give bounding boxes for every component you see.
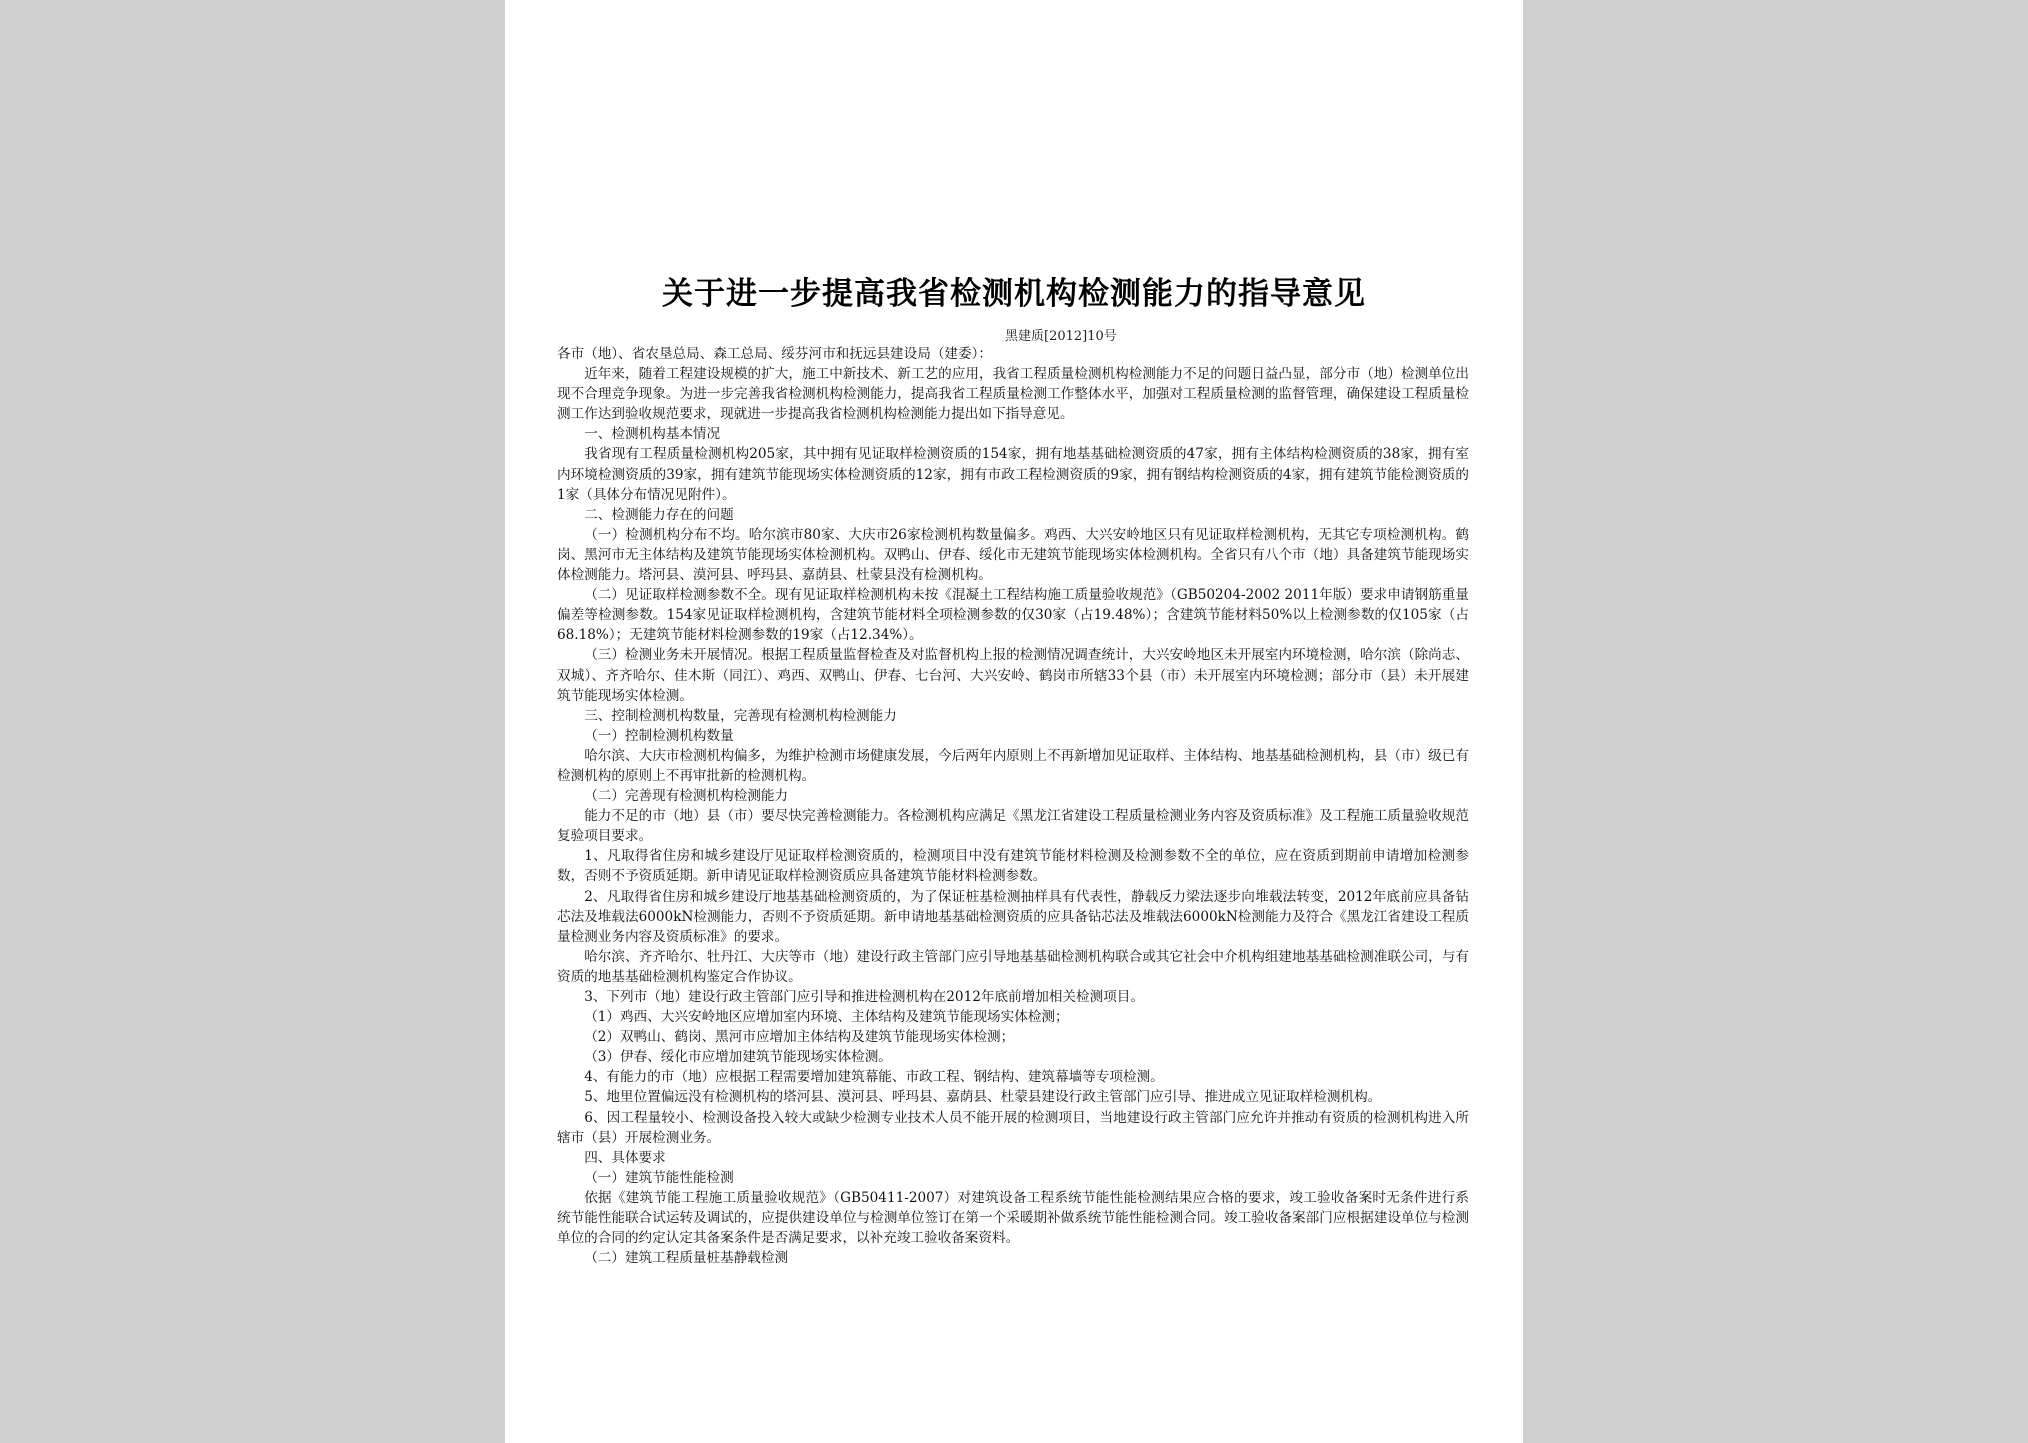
list-item: （1）鸡西、大兴安岭地区应增加室内环境、主体结构及建筑节能现场实体检测； [584,1009,1069,1026]
section-heading: 一、检测机构基本情况 [584,426,721,443]
paragraph: 依据《建筑节能工程施工质量验收规范》（GB50411-2007）对建筑设备工程系统节能性能检测结果应合格的要求，竣工验收备案时无条件进行系统节能性能联合试运转及调试的，应提供建设单位与检测单位签订在第一个采暖期补做系统节能性能检测合同。竣工验收备案部门应根据建设单位与检测单位的合同的约定认定其备案条件是否满足要求，以补充竣工验收备案资料。 [557,1189,1469,1247]
paragraph: 4、有能力的市（地）应根据工程需要增加建筑幕能、市政工程、钢结构、建筑幕墙等专项检测。 [584,1069,1164,1086]
paragraph: 能力不足的市（地）县（市）要尽快完善检测能力。各检测机构应满足《黑龙江省建设工程质量检测业务内容及资质标准》及工程施工质量验收规范复验项目要求。 [557,808,1469,845]
paragraph: （一）检测机构分布不均。哈尔滨市80家、大庆市26家检测机构数量偏多。鸡西、大兴安岭地区只有见证取样检测机构，无其它专项检测机构。鹤岗、黑河市无主体结构及建筑节能现场实体检测机构。双鸭山、伊春、绥化市无建筑节能现场实体检测机构。全省只有八个市（地）具备建筑节能现场实体检测能力。塔河县、漠河县、呼玛县、嘉荫县、杜蒙县没有检测机构。 [557,526,1469,584]
document-number: 黑建质[2012]10号 [1005,329,1117,344]
list-item: （3）伊春、绥化市应增加建筑节能现场实体检测。 [584,1049,892,1066]
section-heading: 二、检测能力存在的问题 [584,506,734,523]
paragraph: （三）检测业务未开展情况。根据工程质量监督检查及对监督机构上报的检测情况调查统计，大兴安岭地区未开展室内环境检测，哈尔滨（除尚志、双城）、齐齐哈尔、佳木斯（同江）、鸡西、双鸭山、伊春、七台河、大兴安岭、鹤岗市所辖33个县（市）未开展室内环境检测；部分市（县）未开展建筑节能现场实体检测。 [557,647,1469,704]
document-title: 关于进一步提高我省检测机构检测能力的指导意见 [662,276,1366,312]
paragraph: 近年来，随着工程建设规模的扩大，施工中新技术、新工艺的应用，我省工程质量检测机构检测能力不足的问题日益凸显，部分市（地）检测单位出现不合理竞争现象。为进一步完善我省检测机构检测能力，提高我省工程质量检测工作整体水平，加强对工程质量检测的监督管理，确保建设工程质量检测工作达到验收规范要求，现就进一步提高我省检测机构检测能力提出如下指导意见。 [557,366,1469,423]
list-item: （2）双鸭山、鹤岗、黑河市应增加主体结构及建筑节能现场实体检测； [584,1029,1015,1046]
section-heading: 三、控制检测机构数量，完善现有检测机构检测能力 [584,707,897,724]
paragraph: 哈尔滨、大庆市检测机构偏多，为维护检测市场健康发展，今后两年内原则上不再新增加见证取样、主体结构、地基基础检测机构，县（市）级已有检测机构的原则上不再审批新的检测机构。 [557,747,1469,784]
paragraph: 哈尔滨、齐齐哈尔、牡丹江、大庆等市（地）建设行政主管部门应引导地基基础检测机构联合或其它社会中介机构组建地基基础检测准联公司，与有资质的地基基础检测机构鉴定合作协议。 [557,948,1469,985]
paragraph: 6、因工程量较小、检测设备投入较大或缺少检测专业技术人员不能开展的检测项目，当地建设行政主管部门应允许并推动有资质的检测机构进入所辖市（县）开展检测业务。 [557,1109,1469,1146]
paragraph: 2、凡取得省住房和城乡建设厅地基基础检测资质的，为了保证桩基检测抽样具有代表性，静载反力梁法逐步向堆载法转变，2012年底前应具备钻芯法及堆载法6000kN检测能力，否则不予资质延期。新申请地基基础检测资质的应具备钻芯法及堆载法6000kN检测能力及符合《黑龙江省建设工程质量检测业务内容及资质标准》的要求。 [557,888,1469,945]
paragraph: 5、地里位置偏远没有检测机构的塔河县、漠河县、呼玛县、嘉荫县、杜蒙县建设行政主管部门应引导、推进成立见证取样检测机构。 [584,1089,1382,1106]
subsection-heading: （二）完善现有检测机构检测能力 [584,788,789,805]
paragraph: （二）见证取样检测参数不全。现有见证取样检测机构未按《混凝土工程结构施工质量验收规范》（GB50204-2002 2011年版）要求申请钢筋重量偏差等检测参数。154家见证取样检测机构，含建筑节能材料全项检测参数的仅30家（占19.48%）；含建筑节能材料50%以上检测参数的仅105家（占68.18%）；无建筑节能材料检测参数的19家（占12.34%）。 [557,587,1469,644]
document-page [505,0,1523,1443]
section-heading: 四、具体要求 [584,1149,666,1166]
paragraph: 我省现有工程质量检测机构205家，其中拥有见证取样检测资质的154家，拥有地基基础检测资质的47家，拥有主体结构检测资质的38家，拥有室内环境检测资质的39家，拥有建筑节能现场实体检测资质的12家，拥有市政工程检测资质的9家，拥有钢结构检测资质的4家，拥有建筑节能检测资质的1家（具体分布情况见附件）。 [557,446,1469,503]
paragraph: 3、下列市（地）建设行政主管部门应引导和推进检测机构在2012年底前增加相关检测项目。 [584,989,1144,1005]
subsection-heading: （二）建筑工程质量桩基静载检测 [584,1250,789,1267]
document-body [557,344,1469,1268]
subsection-heading: （一）控制检测机构数量 [584,727,734,744]
subsection-heading: （一）建筑节能性能检测 [584,1169,734,1186]
paragraph: 1、凡取得省住房和城乡建设厅见证取样检测资质的，检测项目中没有建筑节能材料检测及检测参数不全的单位，应在资质到期前申请增加检测参数，否则不予资质延期。新申请见证取样检测资质应具备建筑节能材料检测参数。 [557,848,1469,885]
addressee-line: 各市（地）、省农垦总局、森工总局、绥芬河市和抚远县建设局（建委）： [557,346,992,362]
